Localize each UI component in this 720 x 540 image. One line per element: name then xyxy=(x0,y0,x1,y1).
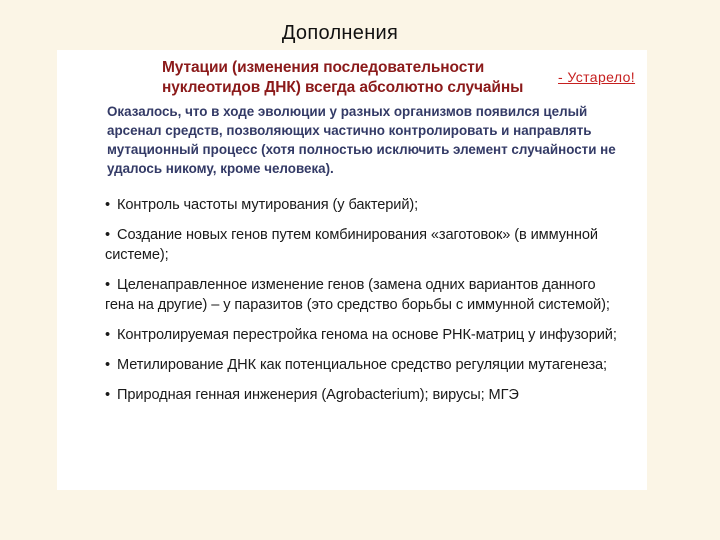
list-item xyxy=(105,385,625,405)
list-item xyxy=(105,325,625,345)
intro-paragraph: Оказалось, что в ходе эволюции у разных организмов появился целый арсенал средств, позволяющих частично контролировать и направлять мутационный процесс (хотя полностью исключить элемент случайности не удалось никому, кроме человека). xyxy=(107,104,616,176)
bullet-text: Метилирование ДНК как потенциальное средство регуляции мутагенеза; xyxy=(117,357,608,373)
bullet-mark: • xyxy=(105,277,111,293)
bullet-text: Природная генная инженерия (Agrobacterium); вирусы; МГЭ xyxy=(117,387,519,403)
bullet-text: Создание новых генов путем комбинирования «заготовок» (в иммунной системе); xyxy=(105,227,598,263)
content-panel xyxy=(57,50,647,490)
bullet-mark: • xyxy=(105,227,111,243)
list-item xyxy=(105,225,625,265)
bullet-mark: • xyxy=(105,327,111,343)
slide-title: Дополнения xyxy=(281,22,399,44)
list-item xyxy=(105,355,625,375)
heading: Мутации (изменения последовательности нуклеотидов ДНК) всегда абсолютно случайны xyxy=(162,59,524,96)
bullet-list xyxy=(105,195,625,415)
bullet-mark: • xyxy=(105,387,111,403)
bullet-mark: • xyxy=(105,357,111,373)
bullet-text: Контролируемая перестройка генома на основе РНК-матриц у инфузорий; xyxy=(117,327,617,343)
list-item xyxy=(105,275,625,315)
outdated-label: - Устарело! xyxy=(558,69,636,85)
bullet-mark: • xyxy=(105,197,111,213)
bullet-text: Целенаправленное изменение генов (замена одних вариантов данного гена на другие) – у паразитов (это средство борьбы с иммунной системой); xyxy=(105,277,610,313)
list-item xyxy=(105,195,625,215)
bullet-text: Контроль частоты мутирования (у бактерий); xyxy=(117,197,419,213)
